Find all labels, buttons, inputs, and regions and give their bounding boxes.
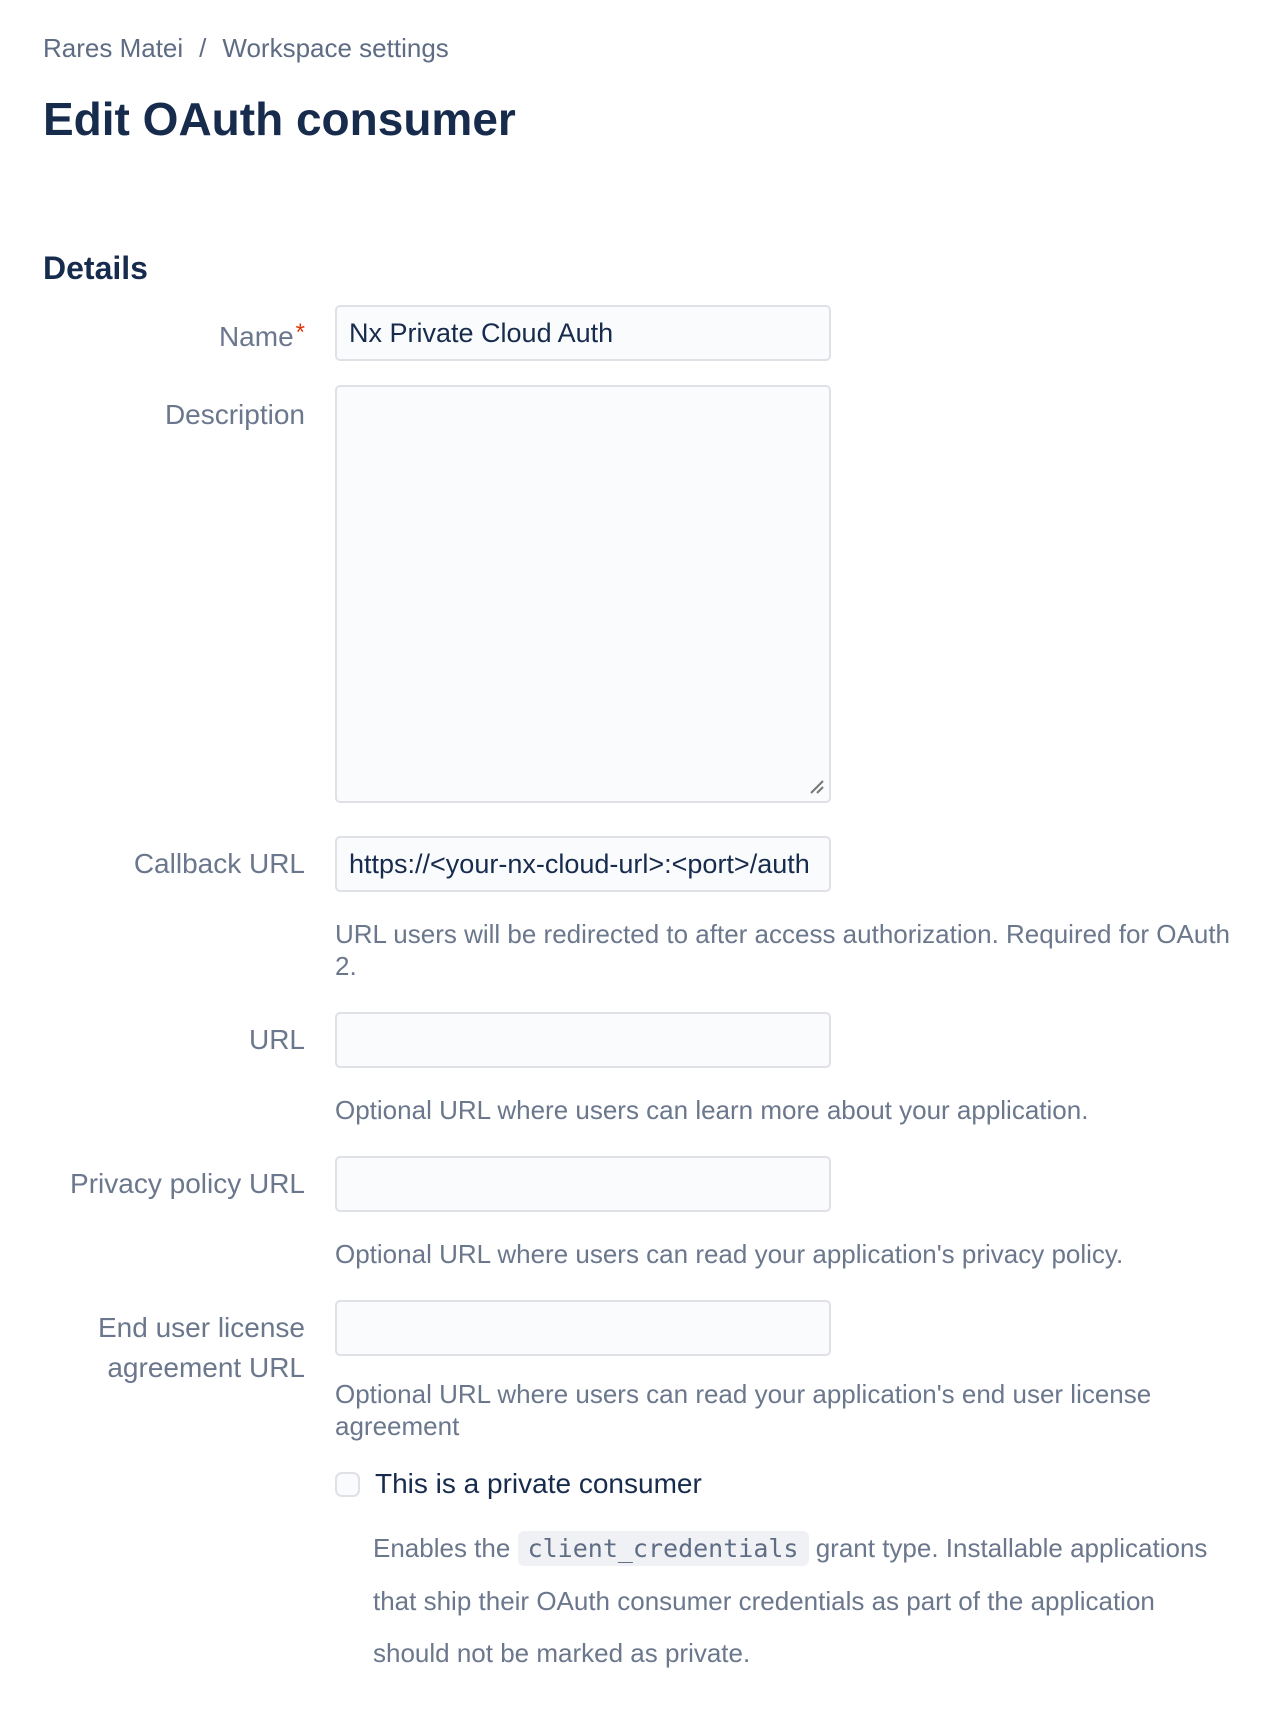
callback-url-help-text: URL users will be redirected to after access authorization. Required for OAuth 2. xyxy=(335,919,1231,981)
callback-url-row xyxy=(43,836,1231,982)
client-credentials-code-chip: client_credentials xyxy=(518,1531,809,1566)
private-consumer-help-prefix: Enables the xyxy=(373,1533,518,1563)
url-label: URL xyxy=(248,1024,305,1055)
details-heading: Details xyxy=(43,250,148,286)
eula-url-help-text: Optional URL where users can read your application's end user license agreement xyxy=(335,1379,1152,1441)
url-input[interactable] xyxy=(335,1012,831,1068)
required-asterisk: * xyxy=(295,319,305,346)
privacy-policy-url-help-text: Optional URL where users can read your application's privacy policy. xyxy=(335,1239,1124,1269)
name-label-text: Name xyxy=(218,321,294,352)
name-label xyxy=(43,305,305,361)
private-consumer-help-suffix: grant type. Installable applications that ship their OAuth consumer credentials as part of the application should not be marked as private. xyxy=(373,1533,1208,1668)
breadcrumb-user-link[interactable]: Rares Matei xyxy=(43,33,184,63)
page-title: Edit OAuth consumer xyxy=(43,93,516,145)
name-field-cell xyxy=(335,305,1235,361)
privacy-policy-url-row xyxy=(43,1156,1192,1270)
breadcrumb-workspace-settings-link[interactable]: Workspace settings xyxy=(222,33,449,63)
description-label: Description xyxy=(164,399,305,430)
callback-url-label: Callback URL xyxy=(133,848,305,879)
url-row xyxy=(43,1012,1192,1126)
breadcrumb xyxy=(43,33,1192,64)
private-consumer-checkbox-label[interactable]: This is a private consumer xyxy=(375,1468,702,1499)
description-field-cell xyxy=(335,385,1235,803)
private-consumer-help-text xyxy=(373,1522,1235,1679)
privacy-policy-url-label: Privacy policy URL xyxy=(70,1168,305,1199)
name-input[interactable] xyxy=(335,305,831,361)
eula-url-field-cell xyxy=(335,1300,1235,1442)
url-field-cell xyxy=(335,1012,1235,1126)
callback-url-field-cell xyxy=(335,836,1235,982)
callback-url-input[interactable] xyxy=(335,836,831,892)
eula-url-input[interactable] xyxy=(335,1300,831,1356)
private-consumer-row xyxy=(43,1468,1208,1679)
private-consumer-field-cell xyxy=(335,1468,1235,1679)
eula-url-label: End user license agreement URL xyxy=(97,1312,305,1383)
url-help-text: Optional URL where users can learn more about your application. xyxy=(335,1095,1089,1125)
privacy-policy-url-input[interactable] xyxy=(335,1156,831,1212)
name-row xyxy=(43,305,1192,361)
breadcrumb-separator: / xyxy=(199,33,207,63)
description-textarea[interactable] xyxy=(335,385,831,803)
description-row xyxy=(43,385,1192,803)
eula-url-row xyxy=(43,1300,1192,1442)
private-consumer-checkbox[interactable] xyxy=(335,1472,360,1497)
private-consumer-label-spacer xyxy=(43,1468,305,1679)
privacy-policy-url-field-cell xyxy=(335,1156,1235,1270)
